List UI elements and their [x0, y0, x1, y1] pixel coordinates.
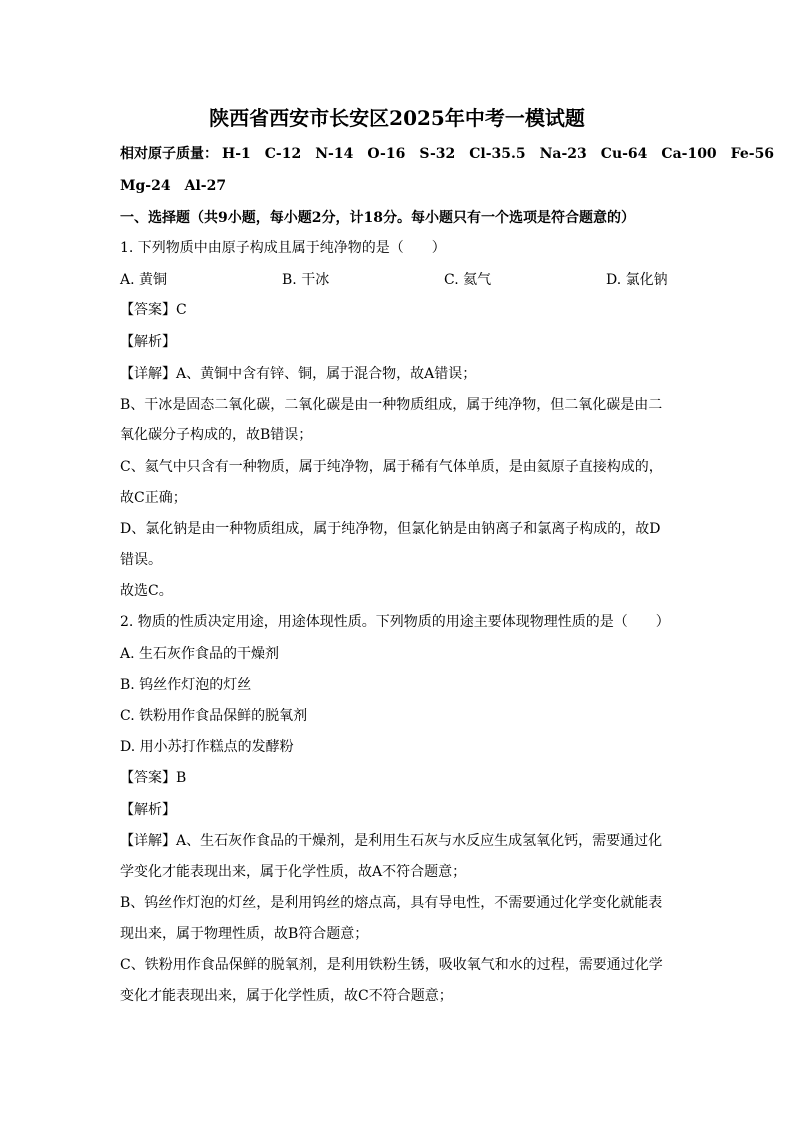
detail-line: B、钨丝作灯泡的灯丝，是利用钨丝的熔点高，具有导电性，不需要通过化学变化就能表 [120, 895, 663, 911]
atomic-mass-item: H-1 [222, 146, 251, 162]
atomic-mass-label: 相对原子质量： [120, 146, 218, 162]
detail-line: 故C正确； [120, 490, 187, 506]
answer: 【答案】B [120, 770, 187, 786]
option-d: D. 氯化钠 [606, 272, 668, 288]
atomic-mass-item: Al-27 [184, 178, 227, 194]
option-a: A. 生石灰作食品的干燥剂 [120, 646, 280, 662]
atomic-mass-item: N-14 [315, 146, 354, 162]
detail-line: B、干冰是固态二氧化碳，二氧化碳是由一种物质组成，属于纯净物，但二氧化碳是由二 [120, 397, 663, 413]
analysis-heading: 【解析】 [120, 334, 176, 350]
detail-line: 学变化才能表现出来，属于化学性质，故A不符合题意； [120, 864, 467, 880]
detail-line: 错误。 [120, 552, 162, 568]
atomic-mass-item: S-32 [419, 146, 456, 162]
atomic-mass-item: C-12 [264, 146, 302, 162]
atomic-mass-item: Cu-64 [600, 146, 648, 162]
atomic-mass-item: Fe-56 [730, 146, 775, 162]
option-b: B. 干冰 [282, 272, 330, 288]
detail-line: C、铁粉用作食品保鲜的脱氧剂，是利用铁粉生锈，吸收氧气和水的过程，需要通过化学 [120, 957, 663, 973]
detail-line: 氧化碳分子构成的，故B错误； [120, 427, 313, 443]
atomic-mass-line-1 [120, 144, 775, 164]
detail-line: 【详解】A、黄铜中含有锌、铜，属于混合物，故A错误； [120, 366, 477, 382]
detail-line: 现出来，属于物理性质，故B符合题意； [120, 926, 369, 942]
atomic-mass-item: Cl-35.5 [469, 146, 526, 162]
detail-line: 【详解】A、生石灰作食品的干燥剂，是利用生石灰与水反应生成氢氧化钙，需要通过化 [120, 833, 663, 849]
option-c: C. 铁粉用作食品保鲜的脱氧剂 [120, 708, 308, 724]
detail-line: 变化才能表现出来，属于化学性质，故C不符合题意； [120, 988, 453, 1004]
page-title: 陕西省西安市长安区2025年中考一模试题 [209, 106, 585, 130]
atomic-mass-item: Na-23 [539, 146, 587, 162]
atomic-mass-item: Mg-24 [120, 178, 171, 194]
detail-line: D、氯化钠是由一种物质组成，属于纯净物，但氯化钠是由钠离子和氯离子构成的，故D [120, 521, 661, 537]
question-stem: 2. 物质的性质决定用途，用途体现性质。下列物质的用途主要体现物理性质的是（ ） [120, 614, 670, 630]
answer: 【答案】C [120, 302, 187, 318]
atomic-mass-item: O-16 [367, 146, 406, 162]
option-a: A. 黄铜 [120, 272, 168, 288]
atomic-mass-item: Ca-100 [661, 146, 717, 162]
analysis-heading: 【解析】 [120, 802, 176, 818]
question-stem: 1. 下列物质中由原子构成且属于纯净物的是（ ） [120, 240, 446, 256]
option-b: B. 钨丝作灯泡的灯丝 [120, 677, 252, 693]
option-d: D. 用小苏打作糕点的发酵粉 [120, 739, 294, 755]
section-heading: 一、选择题（共9小题，每小题2分，计18分。每小题只有一个选项是符合题意的） [120, 210, 635, 226]
detail-line: 故选C。 [120, 583, 173, 599]
detail-line: C、氦气中只含有一种物质，属于纯净物，属于稀有气体单质，是由氦原子直接构成的， [120, 459, 663, 475]
option-c: C. 氦气 [444, 272, 492, 288]
atomic-mass-line-2 [120, 176, 680, 196]
